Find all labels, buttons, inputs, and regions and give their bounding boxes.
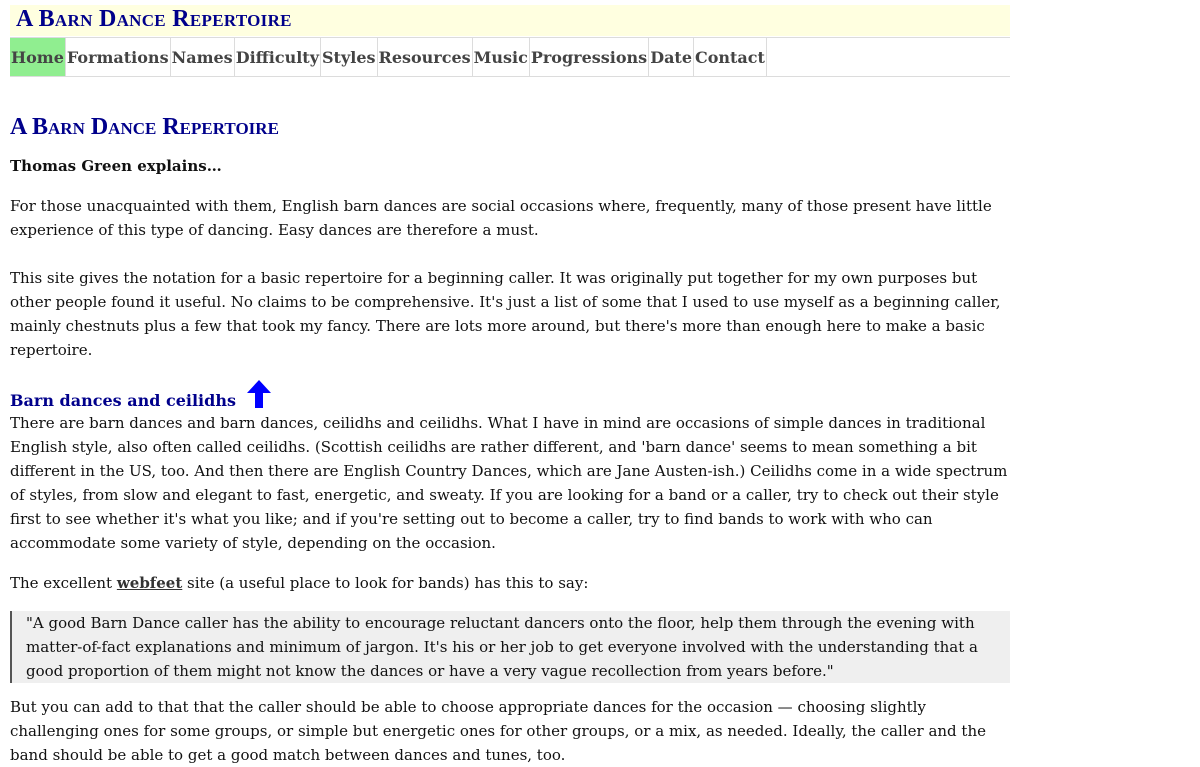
section-title: Barn dances and ceilidhs <box>10 391 236 410</box>
nav-date[interactable]: Date <box>649 38 694 76</box>
site-header <box>10 5 1010 36</box>
nav-music[interactable]: Music <box>473 38 530 76</box>
nav-contact[interactable]: Contact <box>694 38 767 76</box>
webfeet-link[interactable]: webfeet <box>116 574 183 592</box>
section-heading <box>10 379 1010 411</box>
byline: Thomas Green explains… <box>10 157 222 175</box>
webfeet-paragraph <box>10 571 1010 595</box>
webfeet-text-after: site (a useful place to look for bands) has this to say: <box>182 574 589 592</box>
nav-resources[interactable]: Resources <box>378 38 473 76</box>
nav-progressions[interactable]: Progressions <box>530 38 649 76</box>
nav-difficulty[interactable]: Difficulty <box>235 38 321 76</box>
intro-paragraph-1: For those unacquainted with them, English barn dances are social occasions where, frequently, many of those present have little experience of this type of dancing. Easy dances are therefore a must. <box>10 197 992 239</box>
up-arrow-icon[interactable] <box>246 379 272 409</box>
main-content <box>10 77 1010 767</box>
nav-styles[interactable]: Styles <box>321 38 378 76</box>
page <box>10 5 1010 767</box>
webfeet-text-before: The excellent <box>10 574 117 592</box>
nav-names[interactable]: Names <box>171 38 235 76</box>
section-paragraph: There are barn dances and barn dances, ceilidhs and ceilidhs. What I have in mind are occasions of simple dances in traditional English style, also often called ceilidhs. (Scottish ceilidhs are rather different, and 'barn dance' seems to mean something a bit different in the US, too. And then there are English Country Dances, which are Jane Austen-ish.) Ceilidhs come in a wide spectrum of styles, from slow and elegant to fast, energetic, and sweaty. If you are looking for a band or a caller, try to check out their style first to see whether it's what you like; and if you're setting out to become a caller, try to find bands to work with who can accommodate some variety of style, depending on the occasion. <box>10 414 1008 552</box>
nav-formations[interactable]: Formations <box>66 38 171 76</box>
nav-home[interactable]: Home <box>10 38 66 76</box>
intro-paragraph-2: This site gives the notation for a basic repertoire for a beginning caller. It was originally put together for my own purposes but other people found it useful. No claims to be comprehensive. It's just a list of some that I used to use myself as a beginning caller, mainly chestnuts plus a few that took my fancy. There are lots more around, but there's more than enough here to make a basic repertoire. <box>10 269 1001 359</box>
page-title: A Barn Dance Repertoire <box>10 114 279 140</box>
main-nav <box>10 37 1010 77</box>
site-title: A Barn Dance Repertoire <box>16 6 292 32</box>
quote-block: "A good Barn Dance caller has the ability to encourage reluctant dancers onto the floor, help them through the evening with matter-of-fact explanations and minimum of jargon. It's his or her job to get everyone involved with the understanding that a good proportion of them might not know the dances or have a very vague recollection from years before." <box>10 611 1010 683</box>
closing-paragraph: But you can add to that that the caller should be able to choose appropriate dances for the occasion — choosing slightly challenging ones for some groups, or simple but energetic ones for other groups, or a mix, as needed. Ideally, the caller and the band should be able to get a good match between dances and tunes, too. <box>10 698 986 764</box>
